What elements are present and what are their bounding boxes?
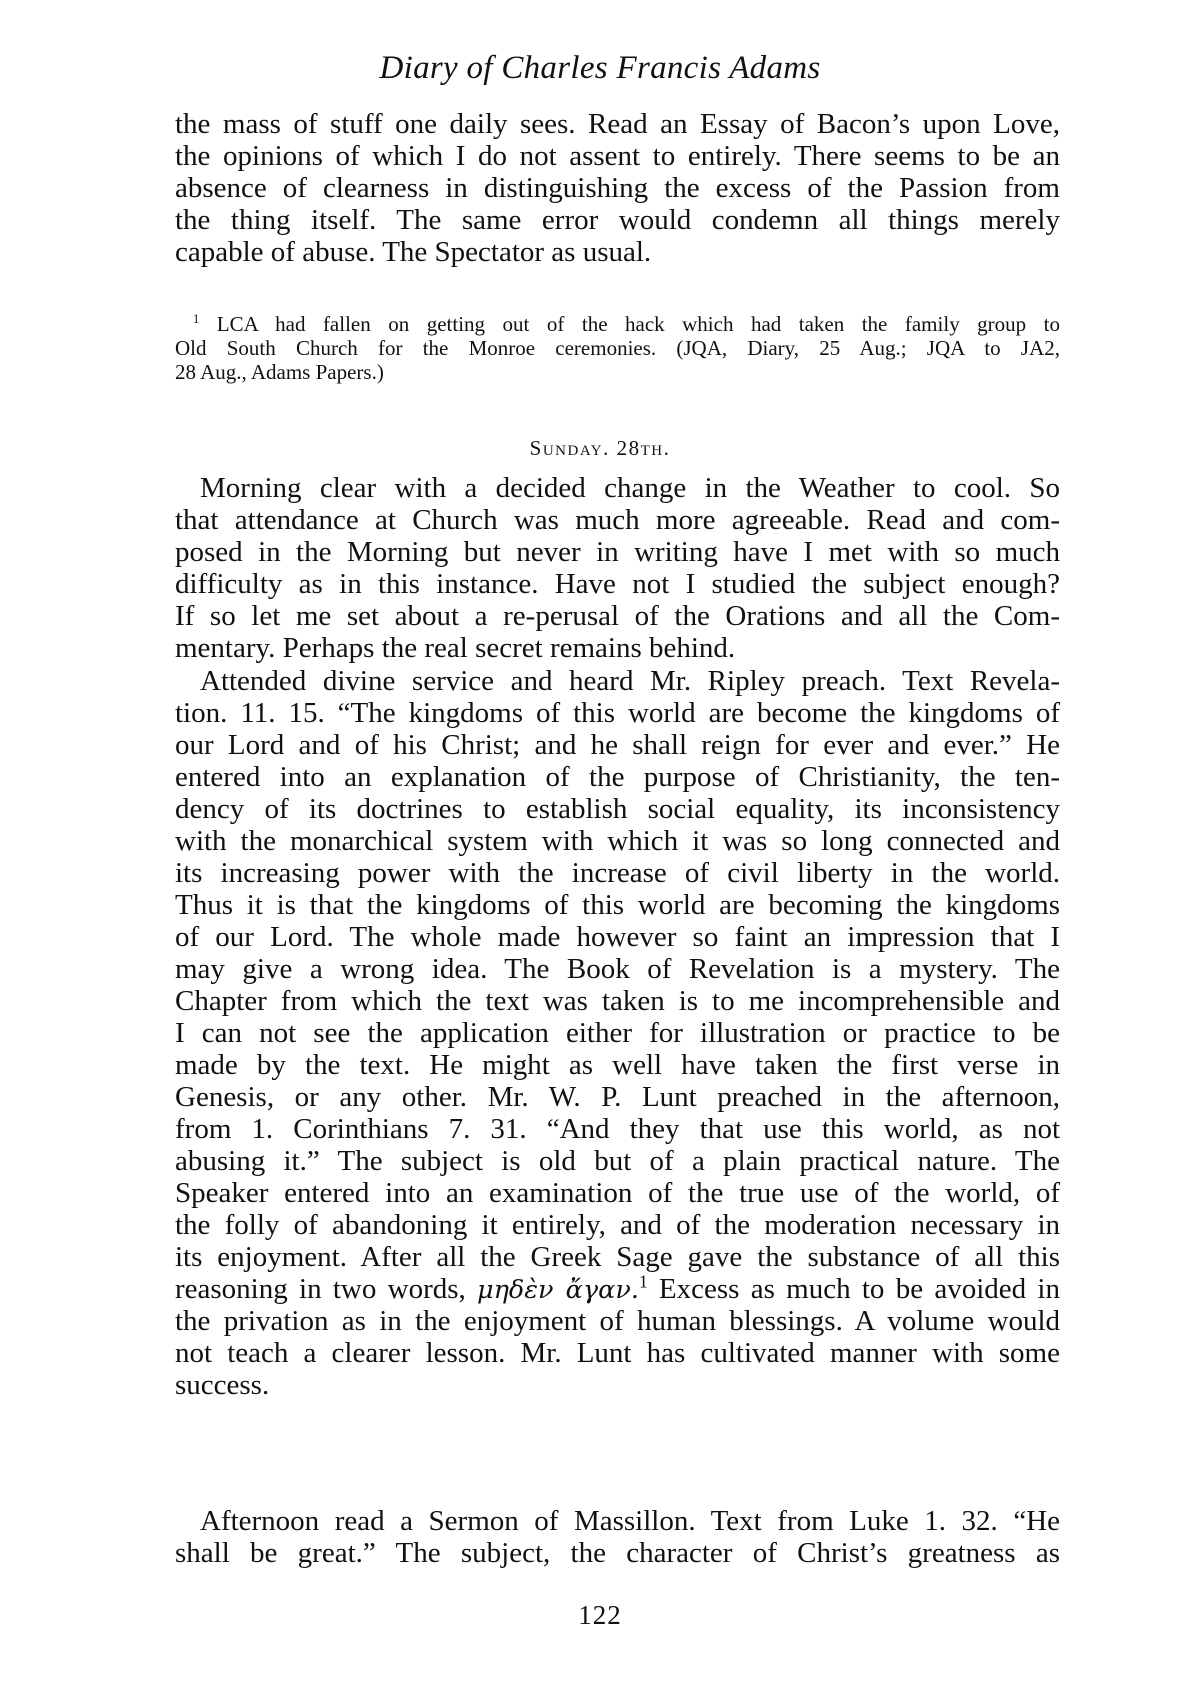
text-line: shall be great.” The subject, the character of Christ’s greatness as — [175, 1537, 1060, 1569]
footnote-line — [175, 312, 1060, 336]
text-line: that attendance at Church was much more agreeable. Read and com- — [175, 504, 1060, 536]
text-line: If so let me set about a re-perusal of the Orations and all the Com- — [175, 600, 1060, 632]
text-line: the thing itself. The same error would condemn all things merely — [175, 204, 1060, 236]
running-head: Diary of Charles Francis Adams — [379, 50, 821, 86]
text-line: abusing it.” The subject is old but of a plain practical nature. The — [175, 1145, 1060, 1177]
text-line: with the monarchical system with which it was so long connected and — [175, 825, 1060, 857]
text-line: I can not see the application either for illustration or practice to be — [175, 1017, 1060, 1049]
paragraph-sermon — [175, 665, 1060, 1401]
carryover-paragraph — [175, 108, 1060, 268]
footnote-text: LCA had fallen on getting out of the hack which had taken the family group to — [216, 312, 1060, 336]
text-line: made by the text. He might as well have taken the first verse in — [175, 1049, 1060, 1081]
text-line: the opinions of which I do not assent to entirely. There seems to be an — [175, 140, 1060, 172]
entry-heading: Sunday. 28th. — [529, 436, 671, 460]
text-line: difficulty as in this instance. Have not I studied the subject enough? — [175, 568, 1060, 600]
paragraph-morning — [175, 472, 1060, 664]
text-line: Thus it is that the kingdoms of this world are becoming the kingdoms — [175, 889, 1060, 921]
text-line: mentary. Perhaps the real secret remains behind. — [175, 632, 736, 664]
text-fragment: reasoning in two words, — [175, 1273, 478, 1305]
footnote-line: 28 Aug., Adams Papers.) — [175, 360, 384, 384]
text-line: Genesis, or any other. Mr. W. P. Lunt preached in the afternoon, — [175, 1081, 1060, 1113]
text-line: posed in the Morning but never in writing have I met with so much — [175, 536, 1060, 568]
text-line: absence of clearness in distinguishing the excess of the Passion from — [175, 172, 1060, 204]
text-line: Speaker entered into an examination of the true use of the world, of — [175, 1177, 1060, 1209]
text-line: success. — [175, 1369, 270, 1401]
paragraph-massillon — [175, 1505, 1060, 1569]
text-line: capable of abuse. The Spectator as usual. — [175, 236, 652, 268]
text-line: entered into an explanation of the purpose of Christianity, the ten- — [175, 761, 1060, 793]
text-line: Chapter from which the text was taken is to me incomprehensible and — [175, 985, 1060, 1017]
text-line: its increasing power with the increase of civil liberty in the world. — [175, 857, 1060, 889]
text-line: our Lord and of his Christ; and he shall reign for ever and ever.” He — [175, 729, 1060, 761]
footnote-marker: 1 — [193, 312, 200, 326]
text-fragment: Excess as much to be avoided in — [647, 1273, 1060, 1305]
text-line: Attended divine service and heard Mr. Ripley preach. Text Revela- — [200, 665, 1060, 697]
text-line: its enjoyment. After all the Greek Sage gave the substance of all this — [175, 1241, 1060, 1273]
text-line: Morning clear with a decided change in the Weather to cool. So — [200, 472, 1060, 504]
text-line: dency of its doctrines to establish social equality, its inconsistency — [175, 793, 1060, 825]
text-line: of our Lord. The whole made however so faint an impression that I — [175, 921, 1060, 953]
text-line: Afternoon read a Sermon of Massillon. Text from Luke 1. 32. “He — [200, 1505, 1060, 1537]
text-line: may give a wrong idea. The Book of Revelation is a mystery. The — [175, 953, 1060, 985]
note-reference: 1 — [638, 1271, 648, 1292]
text-line: the folly of abandoning it entirely, and of the moderation necessary in — [175, 1209, 1060, 1241]
footnote — [175, 312, 1060, 384]
text-line: tion. 11. 15. “The kingdoms of this world are become the kingdoms of — [175, 697, 1060, 729]
text-line: the mass of stuff one daily sees. Read an Essay of Bacon’s upon Love, — [175, 108, 1060, 140]
page-number: 122 — [578, 1600, 622, 1630]
footnote-line: Old South Church for the Monroe ceremonies. (JQA, Diary, 25 Aug.; JQA to JA2, — [175, 336, 1060, 360]
text-line-greek — [175, 1273, 1060, 1305]
text-line: not teach a clearer lesson. Mr. Lunt has cultivated manner with some — [175, 1337, 1060, 1369]
text-line: the privation as in the enjoyment of human blessings. A volume would — [175, 1305, 1060, 1337]
text-line: from 1. Corinthians 7. 31. “And they that use this world, as not — [175, 1113, 1060, 1145]
greek-phrase: μηδὲν ἄγαν. — [477, 1275, 639, 1305]
